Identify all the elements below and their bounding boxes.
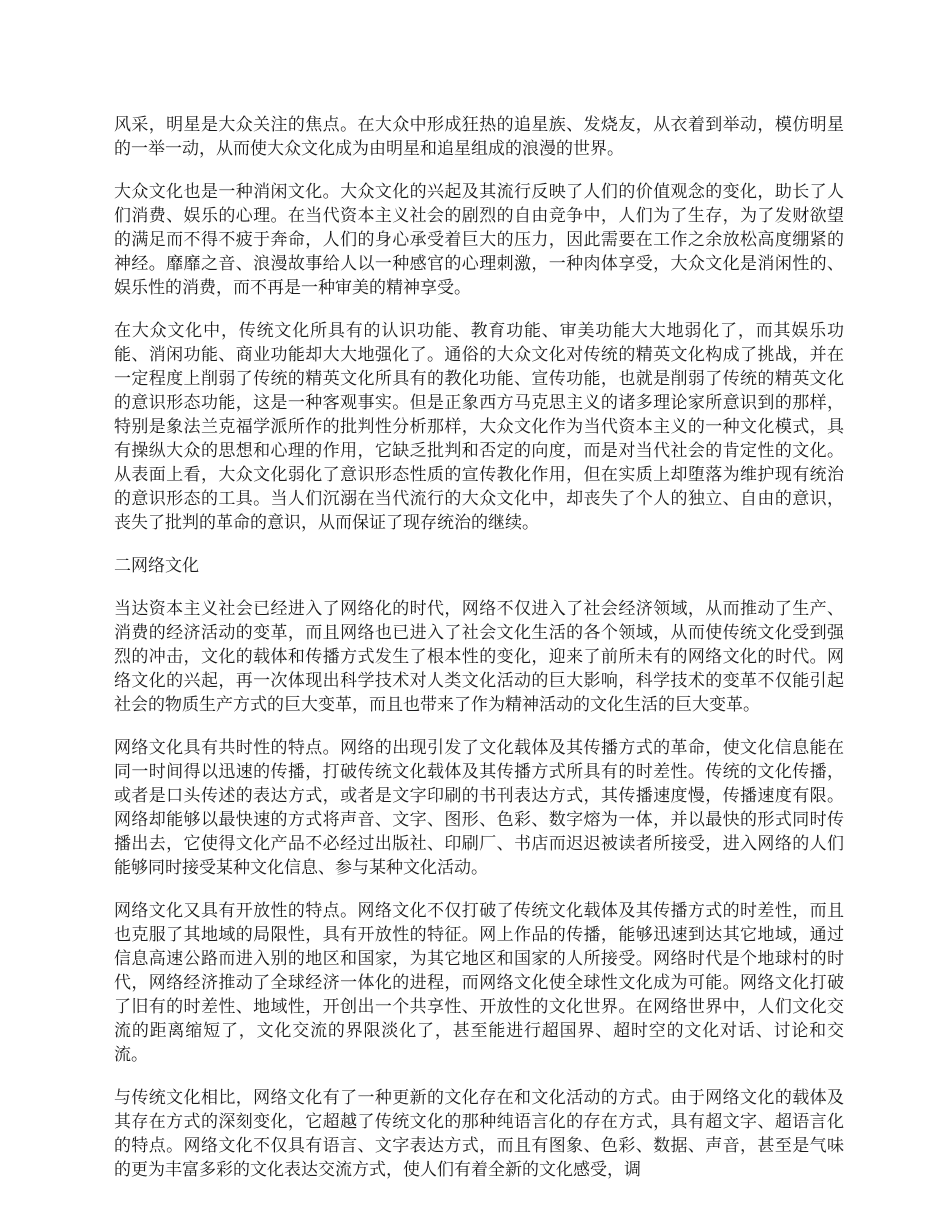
paragraph-functions-of-mass-culture: 在大众文化中，传统文化所具有的认识功能、教育功能、审美功能大大地弱化了，而其娱乐功能、消闲功能、商业功能却大大地强化了。通俗的大众文化对传统的精英文化构成了挑战，并在一定程度上削弱了传统的精英文化所具有的教化功能、宣传功能，也就是削弱了传统的精英文化的意识形态功能，这是一种客观事实。但是正象西方马克思主义的诸多理论家所意识到的那样，特别是象法兰克福学派所作的批判性分析那样，大众文化作为当代资本主义的一种文化模式，具有操纵大众的思想和心理的作用，它缺乏批判和否定的向度，而是对当代社会的肯定性的文化。从表面上看，大众文化弱化了意识形态性质的宣传教化作用，但在实质上却堕落为维护现有统治的意识形态的工具。当人们沉溺在当代流行的大众文化中，却丧失了个人的独立、自由的意识，丧失了批判的革命的意识，从而保证了现存统治的继续。 [114, 321, 844, 533]
document-body [114, 113, 844, 1201]
paragraph-synchronicity: 网络文化具有共时性的特点。网络的出现引发了文化载体及其传播方式的革命，使文化信息能在同一时间得以迅速的传播，打破传统文化载体及其传播方式所具有的时差性。传统的文化传播，或者是口头传述的表达方式，或者是文字印刷的书刊表达方式，其传播速度慢，传播速度有限。网络却能够以最快速的方式将声音、文字、图形、色彩、数字熔为一体，并以最快的形式同时传播出去，它使得文化产品不必经过出版社、印刷厂、书店而迟迟被读者所接受，进入网络的人们能够同时接受某种文化信息、参与某种文化活动。 [114, 738, 844, 878]
paragraph-network-age: 当达资本主义社会已经进入了网络化的时代，网络不仅进入了社会经济领域，从而推动了生产、消费的经济活动的变革，而且网络也已进入了社会文化生活的各个领域，从而使传统文化受到强烈的冲击，文化的载体和传播方式发生了根本性的变化，迎来了前所未有的网络文化的时代。网络文化的兴起，再一次体现出科学技术对人类文化活动的巨大影响，科学技术的变革不仅能引起社会的物质生产方式的巨大变革，而且也带来了作为精神活动的文化生活的巨大变革。 [114, 599, 844, 715]
paragraph-leisure-culture: 大众文化也是一种消闲文化。大众文化的兴起及其流行反映了人们的价值观念的变化，助长了人们消费、娱乐的心理。在当代资本主义社会的剧烈的自由竞争中，人们为了生存，为了发财欲望的满足而不得不疲于奔命，人们的身心承受着巨大的压力，因此需要在工作之余放松高度绷紧的神经。靡靡之音、浪漫故事给人以一种感官的心理刺激，一种肉体享受，大众文化是消闲性的、娱乐性的消费，而不再是一种审美的精神享受。 [114, 182, 844, 298]
paragraph-openness: 网络文化又具有开放性的特点。网络文化不仅打破了传统文化载体及其传播方式的时差性，而且也克服了其地域的局限性，具有开放性的特征。网上作品的传播，能够迅速到达其它地域，通过信息高速公路而进入别的地区和国家，为其它地区和国家的人所接受。网络时代是个地球村的时代，网络经济推动了全球经济一体化的进程，而网络文化使全球性文化成为可能。网络文化打破了旧有的时差性、地域性，开创出一个共享性、开放性的文化世界。在网络世界中，人们文化交流的距离缩短了，文化交流的界限淡化了，甚至能进行超国界、超时空的文化对话、讨论和交流。 [114, 901, 844, 1065]
paragraph-new-mode-of-existence: 与传统文化相比，网络文化有了一种更新的文化存在和文化活动的方式。由于网络文化的载体及其存在方式的深刻变化，它超越了传统文化的那种纯语言化的存在方式，具有超文字、超语言化的特点。网络文化不仅具有语言、文字表达方式，而且有图象、色彩、数据、声音，甚至是气味的更为丰富多彩的文化表达交流方式，使人们有着全新的文化感受，调 [114, 1088, 844, 1180]
section-heading-network-culture: 二网络文化 [114, 556, 199, 576]
paragraph-idol-worship: 风采，明星是大众关注的焦点。在大众中形成狂热的追星族、发烧友，从衣着到举动，模仿明星的一举一动，从而使大众文化成为由明星和追星组成的浪漫的世界。 [114, 115, 844, 159]
